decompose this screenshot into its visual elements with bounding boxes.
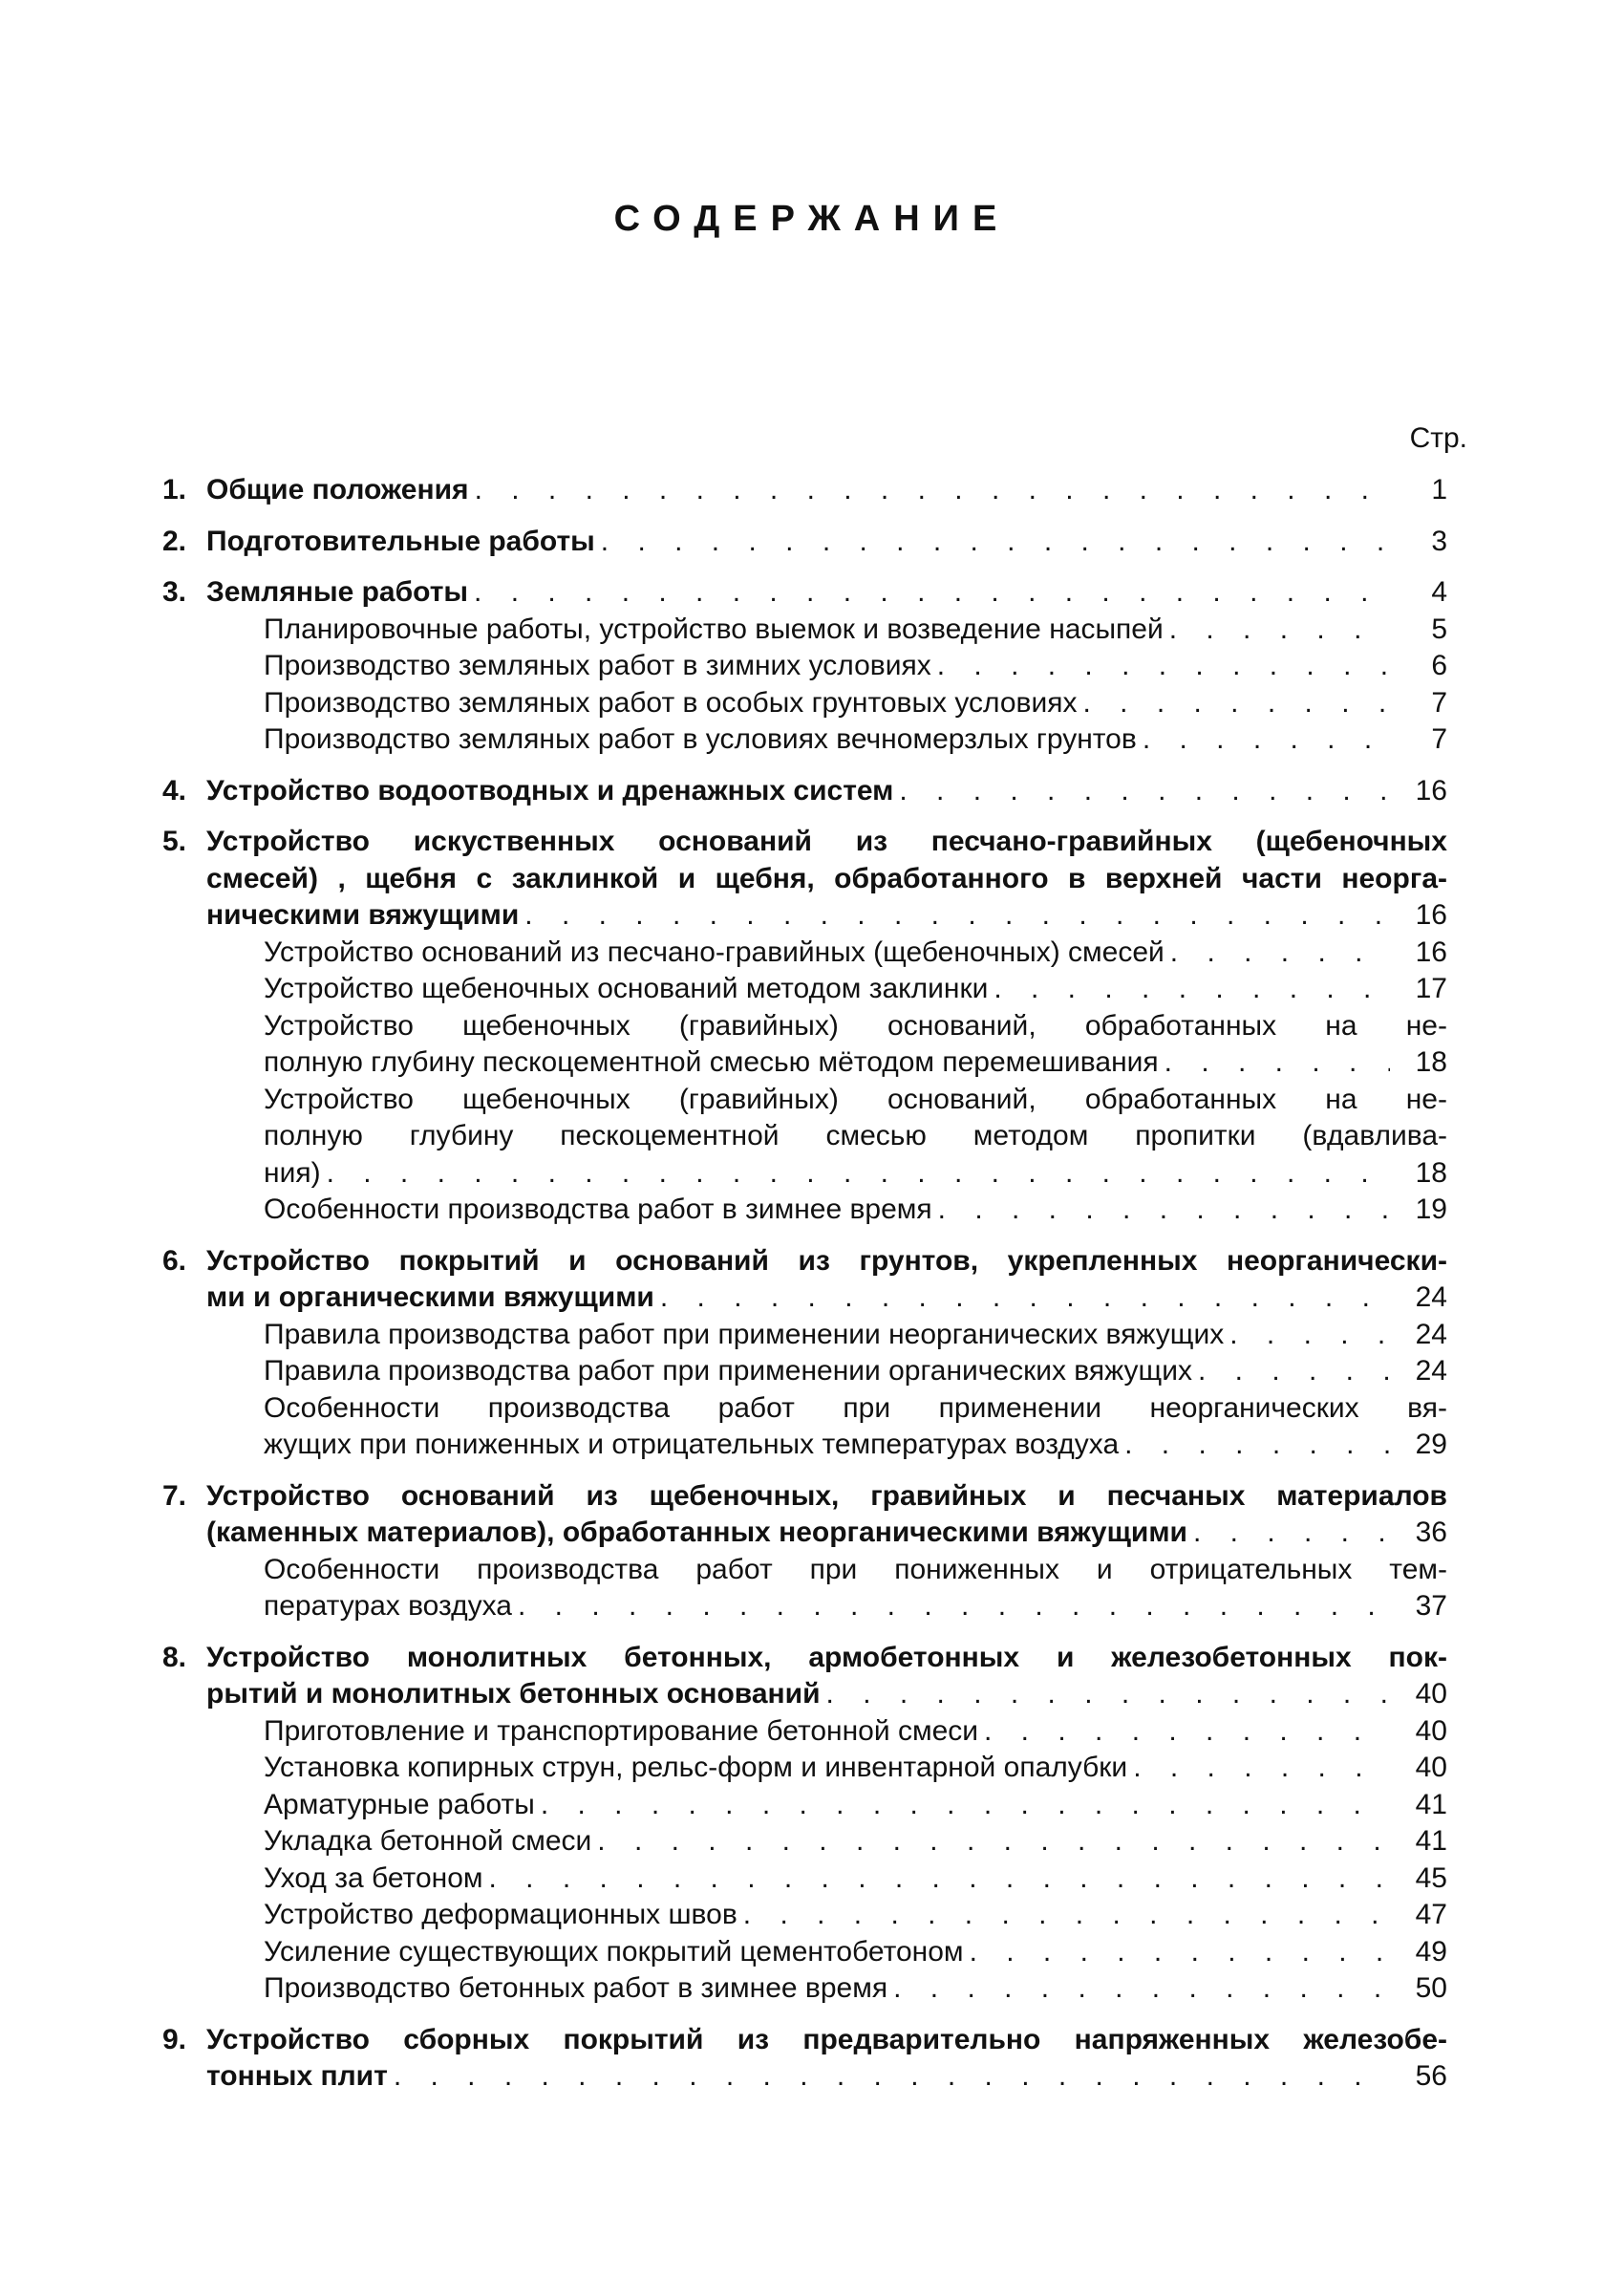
page-number: 37 [1415,1590,1447,1622]
entry-text-line: Особенности производства работ в зимнее время [264,1194,932,1225]
dot-leader [1165,1044,1390,1082]
entry-text-line: Устройство щебеночных (гравийных) оснований, обработанных на не- [264,1009,1447,1042]
section-number: 3. [162,576,187,608]
entry-text-line: смесей) , щебня с заклинкой и щебня, обработанного в верхней части неорга- [206,862,1447,894]
entry-text-line: Общие положения [206,474,469,505]
entry-last-line [264,1750,1447,1787]
toc-subsection-entry [264,1934,1447,1971]
toc-subsection-entry [264,1552,1447,1625]
page-number: 40 [1415,1714,1447,1747]
dot-leader [1133,1750,1390,1787]
page-number: 19 [1415,1194,1447,1225]
toc-subsection-entry [264,1713,1447,1751]
page-number: 24 [1415,1281,1447,1313]
dot-leader [1124,1427,1390,1464]
page-number: 3 [1431,525,1447,557]
dot-leader [524,897,1390,935]
toc-subsection-entry [264,1317,1447,1354]
toc-section [162,2022,1447,2096]
toc-subsection-entry [264,648,1447,685]
section-number: 6. [162,1244,187,1277]
toc-subsection-entry [264,721,1447,759]
entry-text-line: Правила производства работ при применении неорганических вяжущих [264,1318,1225,1350]
entry-last-line [206,1676,1447,1713]
toc-subsection-entry [264,1861,1447,1898]
dot-leader [899,773,1390,810]
toc-subsection-entry [264,685,1447,722]
entry-last-line [206,574,1447,612]
toc-subsection-entry [264,1897,1447,1934]
entry-last-line [264,1823,1447,1861]
entry-last-line [264,935,1447,972]
entry-text-line: ми и органическими вяжущими [206,1281,654,1313]
entry-last-line [264,1427,1447,1464]
toc-subsection-entry [264,1787,1447,1824]
entry-text-line: Особенности производства работ при применении неорганических вя- [264,1391,1447,1424]
dot-leader [937,648,1390,685]
toc-section-entry [162,1243,1447,1317]
entry-text-line: пературах воздуха [264,1590,512,1622]
entry-text-line: жущих при пониженных и отрицательных температурах воздуха [264,1429,1120,1460]
toc-section [162,1640,1447,2008]
toc-section [162,1478,1447,1625]
toc-subsection-entry [264,1750,1447,1787]
entry-text-line: Производство земляных работ в зимних условиях [264,650,931,681]
toc-section [162,524,1447,561]
dot-leader [1143,721,1390,759]
entry-text-line: Арматурные работы [264,1788,535,1820]
dot-leader [826,1676,1390,1713]
page-number: 5 [1431,613,1447,645]
entry-last-line [206,1515,1447,1552]
toc-subsection-entry [264,1390,1447,1464]
dot-leader [1083,685,1391,722]
dot-leader [1170,935,1390,972]
page-number: 17 [1415,973,1447,1004]
dot-leader [474,574,1390,612]
toc-subsection-entry [264,935,1447,972]
entry-last-line [264,1155,1447,1193]
toc-section [162,824,1447,1229]
toc-section [162,773,1447,810]
entry-last-line [264,1192,1447,1229]
dot-leader [1198,1353,1390,1390]
page-column-label: Стр. [1409,422,1467,454]
page-number: 49 [1415,1935,1447,1968]
dot-leader [327,1155,1390,1193]
toc-subsection-entry [264,1082,1447,1193]
dot-leader [597,1823,1390,1861]
toc-section-entry [162,574,1447,612]
dot-leader [475,472,1390,509]
entry-text-line: Уход за бетоном [264,1861,483,1894]
toc-subsection-entry [264,612,1447,649]
toc-section-entry [162,1640,1447,1713]
section-number: 2. [162,525,187,557]
entry-last-line [264,612,1447,649]
entry-last-line [264,1970,1447,2008]
entry-text-line: Устройство монолитных бетонных, армобетонных и железобетонных пок- [206,1641,1447,1673]
section-number: 8. [162,1641,187,1673]
toc-section-entry [162,824,1447,935]
page-number: 36 [1415,1516,1447,1548]
entry-last-line [264,971,1447,1008]
table-of-contents [162,472,1447,2110]
page-number: 56 [1415,2060,1447,2092]
entry-text-line: Устройство деформационных швов [264,1899,737,1930]
entry-text-line: Земляные работы [206,576,469,608]
entry-text-line: Подготовительные работы [206,525,595,557]
page-number: 18 [1415,1046,1447,1078]
page-number: 4 [1431,576,1447,608]
page-number: 50 [1415,1972,1447,2004]
dot-leader [893,1970,1390,2008]
dot-leader [970,1934,1390,1971]
entry-text-line: Приготовление и транспортирование бетонной смеси [264,1714,979,1747]
toc-subsection-entry [264,1008,1447,1082]
page-number: 1 [1431,474,1447,505]
entry-text-line: Усиление существующих покрытий цементобетоном [264,1935,964,1968]
page-number: 41 [1415,1825,1447,1857]
page-number: 29 [1415,1429,1447,1460]
entry-last-line [264,1044,1447,1082]
entry-last-line [264,1897,1447,1934]
entry-text-line: Устройство щебеночных (гравийных) оснований, обработанных на не- [264,1083,1447,1115]
entry-last-line [264,1317,1447,1354]
toc-section-entry [162,1478,1447,1552]
entry-text-line: Устройство водоотводных и дренажных систем [206,774,894,807]
entry-text-line: ническими вяжущими [206,899,520,931]
toc-section [162,472,1447,509]
entry-last-line [264,1353,1447,1390]
page-number: 24 [1415,1318,1447,1350]
entry-last-line [264,721,1447,759]
entry-text-line: Устройство сборных покрытий из предварительно напряженных железобе- [206,2023,1447,2055]
page-number: 24 [1415,1355,1447,1387]
toc-section [162,1243,1447,1464]
entry-text-line: Укладка бетонной смеси [264,1825,592,1857]
dot-leader [938,1192,1390,1229]
dot-leader [1169,612,1390,649]
page-number: 41 [1415,1788,1447,1820]
entry-text-line: Устройство покрытий и оснований из грунтов, укрепленных неорганически- [206,1244,1447,1277]
entry-last-line [264,1713,1447,1751]
section-number: 7. [162,1479,187,1512]
page-number: 7 [1431,723,1447,755]
entry-text-line: Производство земляных работ в особых грунтовых условиях [264,686,1078,719]
toc-subsection-entry [264,1970,1447,2008]
page-number: 40 [1415,1678,1447,1710]
entry-text-line: Особенности производства работ при пониженных и отрицательных тем- [264,1553,1447,1585]
dot-leader [1229,1317,1390,1354]
dot-leader [394,2058,1390,2096]
entry-text-line: Устройство оснований из песчано-гравийных (щебеночных) смесей [264,936,1165,968]
entry-text-line: Устройство щебеночных оснований методом заклинки [264,973,989,1004]
entry-text-line: Устройство искуственных оснований из песчано-гравийных (щебеночных [206,826,1447,857]
dot-leader [489,1861,1390,1898]
entry-last-line [206,472,1447,509]
entry-text-line: Производство бетонных работ в зимнее время [264,1972,888,2004]
dot-leader [743,1897,1390,1934]
section-number: 5. [162,826,187,857]
entry-last-line [264,1934,1447,1971]
toc-section [162,574,1447,759]
toc-section-entry [162,2022,1447,2096]
toc-section-entry [162,472,1447,509]
entry-last-line [264,685,1447,722]
page-number: 47 [1415,1899,1447,1930]
dot-leader [984,1713,1390,1751]
entry-text-line: полную глубину пескоцементной смесью методом пропитки (вдавлива- [264,1120,1447,1151]
entry-text-line: (каменных материалов), обработанных неорганическими вяжущими [206,1516,1187,1548]
toc-subsection-entry [264,1353,1447,1390]
page-number: 16 [1415,936,1447,968]
entry-text-line: Правила производства работ при применении органических вяжущих [264,1355,1192,1387]
toc-section-entry [162,524,1447,561]
entry-last-line [264,1787,1447,1824]
entry-text-line: рытий и монолитных бетонных оснований [206,1678,821,1710]
toc-subsection-entry [264,1823,1447,1861]
dot-leader [518,1588,1390,1625]
page-number: 16 [1415,899,1447,931]
section-number: 9. [162,2023,187,2055]
toc-subsection-entry [264,1192,1447,1229]
entry-text-line: ния) [264,1156,321,1189]
dot-leader [541,1787,1390,1824]
entry-last-line [264,648,1447,685]
entry-text-line: Установка копирных струн, рельс-форм и инвентарной опалубки [264,1752,1128,1783]
page-number: 45 [1415,1861,1447,1894]
entry-last-line [206,773,1447,810]
entry-text-line: тонных плит [206,2060,388,2092]
page-title: СОДЕРЖАНИЕ [613,199,1011,239]
dot-leader [994,971,1390,1008]
entry-last-line [206,897,1447,935]
entry-last-line [264,1861,1447,1898]
section-number: 4. [162,774,187,807]
entry-last-line [206,524,1447,561]
page-number: 18 [1415,1156,1447,1189]
toc-subsection-entry [264,971,1447,1008]
entry-text-line: полную глубину пескоцементной смесью мётодом перемешивания [264,1046,1159,1078]
page-number: 6 [1431,650,1447,681]
page-number: 7 [1431,686,1447,719]
entry-text-line: Устройство оснований из щебеночных, гравийных и песчаных материалов [206,1479,1447,1512]
entry-last-line [264,1588,1447,1625]
page-number: 40 [1415,1752,1447,1783]
entry-last-line [206,1280,1447,1317]
dot-leader [660,1280,1390,1317]
entry-text-line: Производство земляных работ в условиях вечномерзлых грунтов [264,723,1137,755]
dot-leader [601,524,1390,561]
page-number: 16 [1415,774,1447,807]
entry-text-line: Планировочные работы, устройство выемок и возведение насыпей [264,613,1164,645]
toc-section-entry [162,773,1447,810]
entry-last-line [206,2058,1447,2096]
dot-leader [1193,1515,1390,1552]
section-number: 1. [162,474,187,505]
